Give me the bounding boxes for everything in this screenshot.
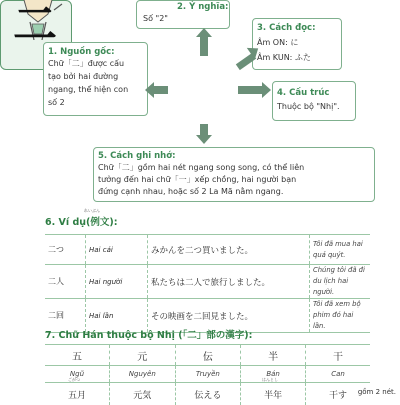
example-word: 二回 <box>45 299 86 333</box>
origin-line-3: ngang, thể hiện con <box>48 84 128 97</box>
related-kanji: 半 <box>241 345 306 366</box>
example-translation: Tôi đã xem bộ phim đó hai lần. <box>310 299 371 333</box>
example-meaning: Hai người <box>86 265 148 299</box>
related-kanji: 元 <box>109 345 175 366</box>
example-meaning: Hai lần <box>86 299 148 333</box>
related-title: 7. Chữ Hán thuộc bộ Nhị (「二」部の漢字): <box>45 327 252 341</box>
example-translation: Chúng tôi đã đi du lịch hai người. <box>310 265 371 299</box>
related-word: 干す <box>306 383 370 405</box>
kanji-row <box>45 345 370 366</box>
structure-box <box>272 81 356 121</box>
structure-title: 4. Cấu trúc <box>277 88 329 98</box>
origin-line-1: Chữ「二」được cấu <box>48 58 124 71</box>
arrow-up-head <box>196 28 212 37</box>
stroke-count: gồm 2 nét. <box>0 388 396 396</box>
arrow-up <box>200 36 208 56</box>
examples-title <box>45 214 118 228</box>
related-word: 五月 <box>45 383 109 405</box>
reading-kun: Âm KUN: ふた <box>257 52 311 65</box>
related-reading: Truyền <box>175 366 241 383</box>
related-kanji: 伝 <box>175 345 241 366</box>
meaning-box <box>136 0 230 29</box>
arrow-left-head <box>145 82 154 98</box>
examples-title-end: ): <box>109 217 117 228</box>
related-kanji: 干 <box>306 345 370 366</box>
example-sentence: みかんを二つ買いました。 <box>148 235 310 265</box>
related-kanji-table <box>45 344 370 405</box>
meaning-text: Số "2" <box>143 13 168 26</box>
arrow-down-head <box>196 135 212 144</box>
related-reading: Can <box>306 366 370 383</box>
related-word: 半年 <box>241 383 306 405</box>
related-kanji: 五 <box>45 345 109 366</box>
example-sentence: 私たちは二人で旅行しました。 <box>148 265 310 299</box>
word-ruby-4: はんとし <box>262 377 278 383</box>
word-row <box>45 383 370 405</box>
memo-title: 5. Cách ghi nhớ: <box>98 151 175 161</box>
memo-box <box>93 147 375 202</box>
example-meaning: Hai cái <box>86 235 148 265</box>
examples-title-ruby: れいぶん <box>84 208 100 214</box>
meaning-title: 2. Ý nghĩa: <box>177 2 228 12</box>
table-row <box>45 235 370 265</box>
examples-title-vi: 6. Ví dụ( <box>45 217 90 228</box>
related-reading: Bán <box>241 366 306 383</box>
examples-table <box>45 234 370 333</box>
reading-title: 3. Cách đọc: <box>257 23 316 33</box>
arrow-left <box>152 86 168 94</box>
kanji-glyph: 二 <box>6 2 64 48</box>
arrow-right-head <box>262 82 271 98</box>
origin-box <box>43 42 148 116</box>
table-row <box>45 265 370 299</box>
memo-line-1: Chữ「二」gồm hai nét ngang song song, có thể liên <box>98 162 304 175</box>
related-reading: Ngũ <box>45 366 109 383</box>
example-sentence: その映画を二回見ました。 <box>148 299 310 333</box>
word-ruby-1: ごがつ <box>68 377 80 383</box>
origin-line-4: số 2 <box>48 97 65 110</box>
reading-row <box>45 366 370 383</box>
arrow-right <box>238 86 263 94</box>
example-word: 二つ <box>45 235 86 265</box>
reading-box <box>252 18 342 70</box>
related-reading: Nguyên <box>109 366 175 383</box>
reading-on: Âm ON: に <box>257 37 298 50</box>
example-translation: Tôi đã mua hai quả quýt. <box>310 235 371 265</box>
structure-text: Thuộc bộ "Nhị". <box>277 101 340 114</box>
related-word: 伝える <box>175 383 241 405</box>
memo-line-3: đứng cạnh nhau, hoặc số 2 La Mã nằm ngang. <box>98 186 283 199</box>
examples-title-jp: 例文 <box>90 217 109 228</box>
origin-line-2: tạo bởi hai đường <box>48 71 118 84</box>
related-word: 元気 <box>109 383 175 405</box>
memo-line-2: tưởng đến hai chữ「一」xếp chồng, hai người bạn <box>98 174 296 187</box>
example-word: 二人 <box>45 265 86 299</box>
origin-title: 1. Nguồn gốc: <box>48 47 115 57</box>
